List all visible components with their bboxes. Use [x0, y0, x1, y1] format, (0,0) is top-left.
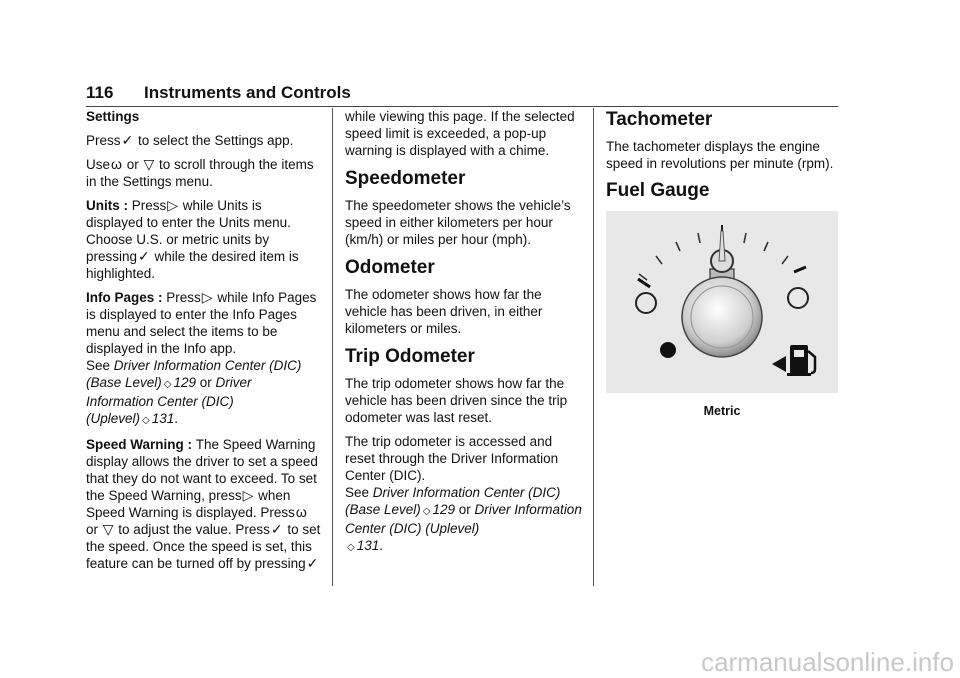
column-left: [86, 108, 322, 579]
speedometer-text: The speedometer shows the vehicle’s speed in either kilometers per hour (km/h) or miles per hour (mph).: [345, 198, 571, 247]
tachometer-text: The tachometer displays the engine speed in revolutions per minute (rpm).: [606, 139, 834, 171]
cross-reference-link[interactable]: Driver Information Center (DIC) (Base Level): [86, 358, 302, 390]
empty-dot: [660, 342, 676, 358]
check-icon: ✓: [138, 248, 150, 264]
trip-odometer-reset-text: The trip odometer is accessed and reset through the Driver Information Center (DIC). See Driver Information Center (DIC) (Base Level) ◇ 129 or Driver Information Center (DIC) (Uplevel) ◇ 131.: [345, 434, 582, 553]
reference-icon: ◇: [142, 415, 150, 426]
gauge-needle: [719, 231, 725, 261]
page-title: Instruments and Controls: [144, 83, 351, 102]
fuel-pump-icon: [772, 345, 815, 376]
odometer-heading: Odometer: [345, 257, 435, 278]
right-arrow-icon: ▷: [242, 487, 254, 503]
empty-tick: [638, 279, 650, 287]
page-reference[interactable]: 131: [151, 411, 175, 426]
fuel-gauge-illustration: [606, 211, 838, 393]
fuel-gauge-heading: Fuel Gauge: [606, 180, 710, 201]
cross-reference-link[interactable]: Driver Information Center (DIC) (Uplevel): [86, 375, 252, 426]
settings-heading: Settings: [86, 109, 140, 124]
info-pages-label: Info Pages :: [86, 290, 167, 305]
page-reference[interactable]: 129: [432, 502, 456, 517]
page-header: [86, 82, 838, 107]
full-tick: [794, 267, 806, 272]
thumbwheel-down-icon: ▽: [102, 521, 114, 537]
odometer-text: The odometer shows how far the vehicle has been driven, in either kilometers or miles.: [345, 287, 543, 336]
column-right: [606, 108, 838, 420]
cross-reference-link[interactable]: Driver Information Center (DIC) (Base Level): [345, 485, 561, 517]
trip-odometer-heading: Trip Odometer: [345, 346, 475, 367]
trip-odometer-text: The trip odometer shows how far the vehicle has been driven since the trip odometer was last reset.: [345, 376, 568, 425]
thumbwheel-up-icon: ω: [295, 504, 307, 520]
check-icon: ✓: [270, 521, 283, 537]
units-label: Units :: [86, 198, 132, 213]
fuel-gauge-graphic: [606, 211, 838, 393]
check-icon: ✓: [121, 132, 134, 148]
right-arrow-icon: ▷: [167, 197, 179, 213]
speed-warning-continued: while viewing this page. If the selected speed limit is exceeded, a pop-up warning is displayed with a chime.: [345, 109, 575, 158]
gauge-knob: [682, 277, 762, 357]
units-paragraph: Units : Press▷ while Units is displayed to enter the Units menu. Choose U.S. or metric units by pressing✓ while the desired item is highlighted.: [86, 197, 299, 281]
page-number: 116: [86, 83, 114, 102]
fuel-gauge-caption: Metric: [703, 404, 741, 418]
indicator-lamp-left: [636, 293, 656, 313]
check-icon: ✓: [306, 555, 319, 571]
right-arrow-icon: ▷: [201, 289, 213, 305]
tachometer-heading: Tachometer: [606, 109, 713, 130]
speedometer-heading: Speedometer: [345, 168, 466, 189]
column-middle: [345, 108, 583, 563]
cross-reference-link[interactable]: Driver Information Center (DIC) (Uplevel): [345, 502, 582, 536]
page-reference[interactable]: 129: [173, 375, 197, 390]
thumbwheel-up-icon: ω: [111, 156, 122, 172]
speed-warning-paragraph: Speed Warning : The Speed Warning display allows the driver to set a speed that they do not want to exceed. To set the Speed Warning, press▷ when Speed Warning is displayed. Pressω or ▽ to adjust the value. Press✓ to set the speed. Once the speed is set, this feature can be turned off by pressing✓: [86, 437, 321, 571]
page-reference[interactable]: 131: [356, 538, 380, 553]
settings-scroll-paragraph: Useω or ▽ to scroll through the items in the Settings menu.: [86, 156, 314, 189]
watermark: carmanualsonline.info: [701, 647, 954, 677]
info-pages-paragraph: Info Pages : Press▷ while Info Pages is displayed to enter the Info Pages menu and select the items to be displayed in the Info app. See Driver Information Center (DIC) (Base Level) ◇ 129 or Driver Information Center (DIC) (Uplevel) ◇ 131.: [86, 289, 317, 426]
reference-icon: ◇: [422, 506, 431, 517]
column-divider: [593, 108, 594, 586]
reference-icon: ◇: [347, 542, 355, 553]
indicator-lamp-right: [788, 288, 808, 308]
reference-icon: ◇: [163, 379, 172, 390]
speed-warning-label: Speed Warning :: [86, 437, 196, 452]
thumbwheel-down-icon: ▽: [143, 156, 155, 172]
column-divider: [332, 108, 333, 586]
settings-paragraph: Press✓ to select the Settings app.: [86, 132, 294, 148]
